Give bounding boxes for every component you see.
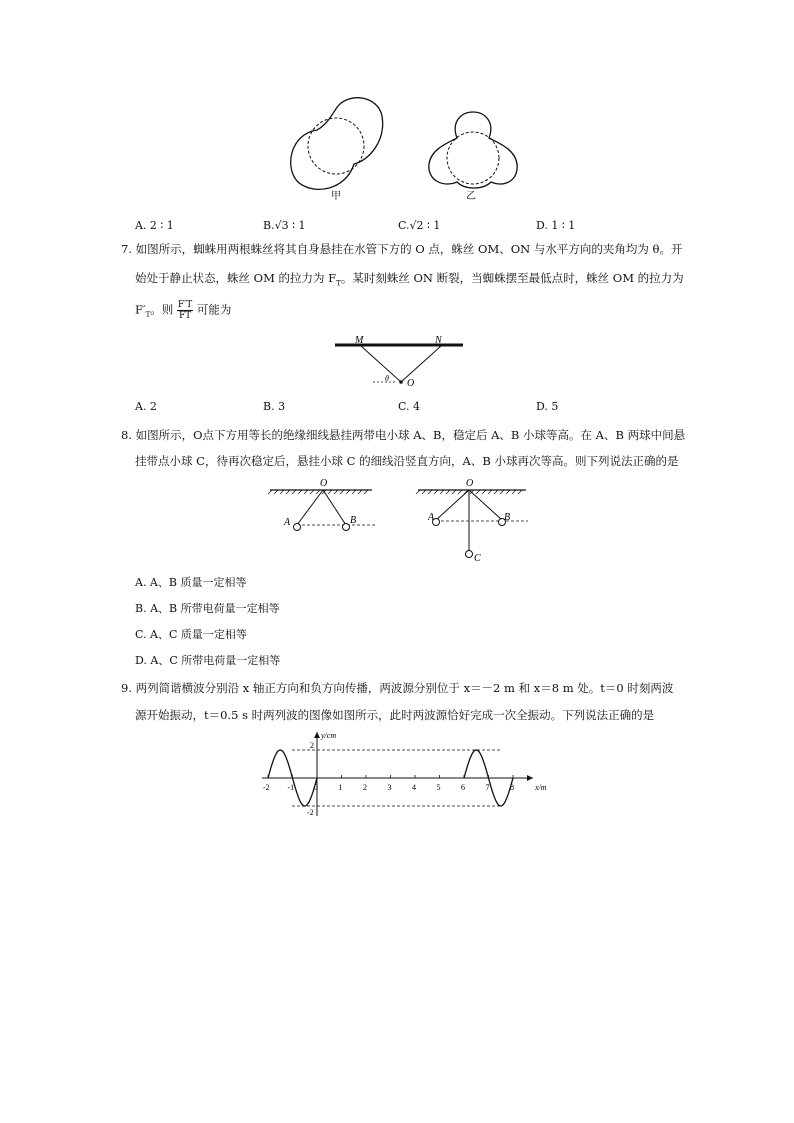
q7-line-1: 7. 如图所示，蜘蛛用两根蛛丝将其自身悬挂在水管下方的 O 点，蛛丝 OM、ON 与水平方向的夹角均为 θ。开	[121, 242, 683, 256]
q8-line-2: 挂带点小球 C，待再次稳定后，悬挂小球 C 的细线沿竖直方向，A、B 小球再次等高。则下列说法正确的是	[135, 454, 679, 468]
q8-option-d[interactable]: D. A、C 所带电荷量一定相等	[135, 654, 281, 667]
x-axis-arrow	[527, 775, 533, 781]
y-axis-label: y/cm	[321, 731, 337, 740]
q7-line-2: 始处于静止状态，蛛丝 OM 的拉力为 $F_T$。某时刻蛛丝 ON 断裂，当蜘蛛摆至最低点时，蛛丝 OM 的拉力为	[135, 271, 684, 288]
q8-ball-c-2	[466, 551, 473, 558]
q7-thread-on	[401, 346, 441, 382]
x-tick-label: 6	[461, 783, 465, 792]
q6-jia-dashed-circle	[308, 118, 364, 174]
q6-label-jia: 甲	[331, 191, 341, 202]
x-tick-label: 1	[338, 783, 343, 792]
q6-yi-outline	[429, 112, 517, 188]
x-tick-label: 0	[314, 783, 318, 792]
q8-label-b-2: B	[504, 512, 511, 523]
q9-wave-chart	[255, 730, 555, 825]
q7-figure	[335, 335, 475, 390]
q8-option-b[interactable]: B. A、B 所带电荷量一定相等	[135, 602, 280, 615]
q8-ceiling-hatch-1	[268, 490, 368, 494]
q6-option-b[interactable]: B.√3 ∶ 1	[263, 219, 306, 232]
q8-ball-a-1	[294, 524, 301, 531]
x-tick-label: 7	[485, 783, 490, 792]
q8-thread-b-1	[323, 490, 346, 525]
q8-thread-a-2	[436, 490, 469, 520]
q7-fraction: $\frac{F'T}{FT}$	[177, 300, 193, 321]
q7-label-o: O	[407, 378, 415, 389]
q6-option-d[interactable]: D. 1 ∶ 1	[536, 219, 576, 232]
x-tick-label: 5	[436, 783, 441, 792]
x-tick-label: 8	[510, 783, 514, 792]
q8-figure-before	[270, 478, 380, 538]
q8-label-o-2: O	[466, 478, 474, 489]
q7-label-n: N	[435, 335, 442, 346]
q7-line-3: $F'_T$。则 $\frac{F'T}{FT}$ 可能为	[135, 300, 232, 321]
q8-thread-b-2	[469, 490, 502, 520]
q6-figure-yi	[425, 110, 535, 200]
q6-yi-dashed-circle	[447, 132, 499, 184]
q6-jia-outline	[291, 98, 383, 190]
x-tick-label: 2	[363, 783, 367, 792]
q9-line-2: 源开始振动，t＝0.5 s 时两列波的图像如图所示，此时两波源恰好完成一次全振动。下列说法正确的是	[135, 708, 655, 722]
q7-spider	[399, 380, 403, 384]
q7-label-m: M	[355, 335, 364, 346]
y-tick-label: 2	[310, 741, 314, 750]
q8-ball-b-1	[343, 524, 350, 531]
q6-figure-jia	[280, 90, 400, 200]
q8-option-a[interactable]: A. A、B 质量一定相等	[135, 576, 247, 589]
q6-option-c[interactable]: C.√2 ∶ 1	[398, 219, 441, 232]
x-tick-label: -1	[287, 783, 295, 792]
q8-line-1: 8. 如图所示，O点下方用等长的绝缘细线悬挂两带电小球 A、B，稳定后 A、B 小球等高。在 A、B 两球中间悬	[121, 428, 686, 442]
q7-option-a[interactable]: A. 2	[135, 400, 157, 413]
q6-label-yi: 乙	[466, 191, 476, 202]
q8-figure-after	[418, 478, 538, 568]
q8-label-a-2: A	[428, 512, 435, 523]
q7-option-d[interactable]: D. 5	[536, 400, 559, 413]
q8-thread-a-1	[297, 490, 323, 525]
q9-line-1: 9. 两列简谐横波分别沿 x 轴正方向和负方向传播，两波源分别位于 x＝－2 m 和 x＝8 m 处。t＝0 时刻两波	[121, 681, 674, 695]
q7-option-b[interactable]: B. 3	[263, 400, 286, 413]
y-axis-arrow	[314, 732, 320, 738]
q8-option-c[interactable]: C. A、C 质量一定相等	[135, 628, 247, 641]
q8-label-a-1: A	[284, 517, 291, 528]
q7-label-theta: θ	[385, 374, 389, 383]
q6-option-a[interactable]: A. 2 ∶ 1	[135, 219, 174, 232]
q8-label-b-1: B	[350, 515, 357, 526]
y-tick-label: -2	[307, 808, 314, 817]
x-axis-label: x/m	[535, 783, 547, 792]
q8-label-o-1: O	[320, 478, 328, 489]
q8-label-c-2: C	[474, 553, 481, 564]
q7-thread-om	[361, 346, 401, 382]
x-tick-label: 4	[412, 783, 416, 792]
q7-option-c[interactable]: C. 4	[398, 400, 421, 413]
x-tick-label: 3	[387, 783, 392, 792]
x-tick-label: -2	[263, 783, 270, 792]
